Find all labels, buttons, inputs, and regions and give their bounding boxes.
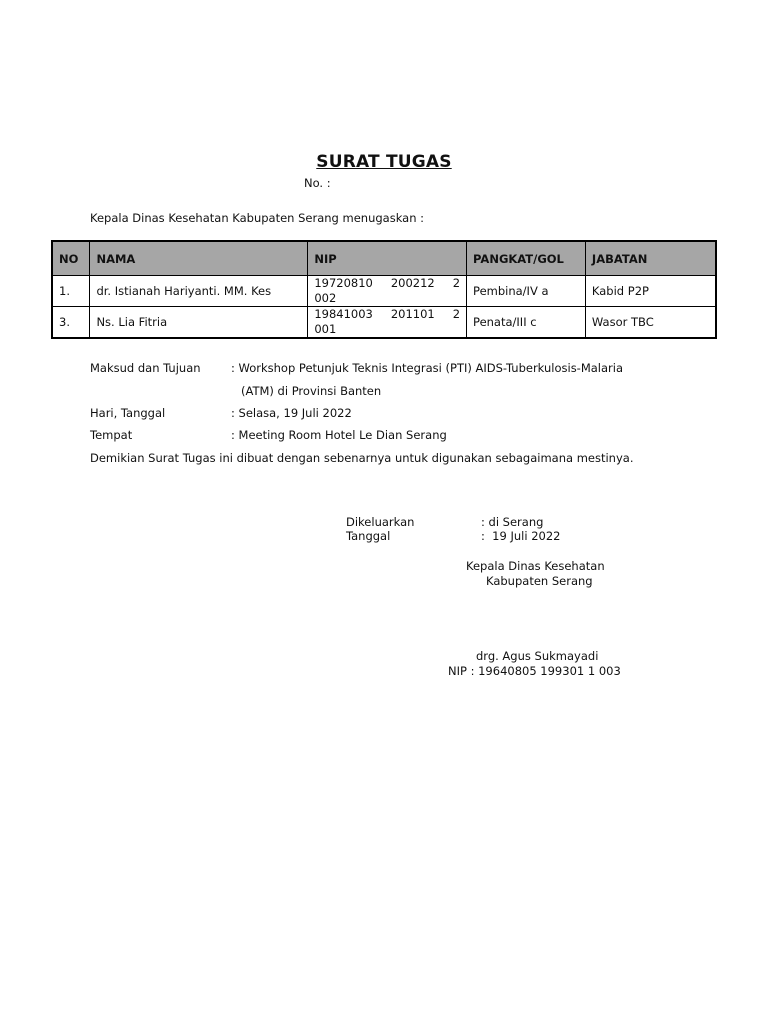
place-value: : Meeting Room Hotel Le Dian Serang <box>231 428 447 442</box>
nip-part: 200212 <box>390 276 435 290</box>
nip-part: 19841003 <box>314 307 373 321</box>
signatory-name: drg. Agus Sukmayadi <box>476 649 599 663</box>
cell-pangkat: Pembina/IV a <box>467 276 586 307</box>
column-header-nama: NAMA <box>90 241 308 276</box>
nip-tail: 001 <box>314 322 337 336</box>
table-row <box>52 276 716 307</box>
table-header-row <box>52 241 716 276</box>
column-header-pangkat: PANGKAT/GOL <box>467 241 586 276</box>
cell-jabatan: Wasor TBC <box>585 307 716 339</box>
cell-nama: dr. Istianah Hariyanti. MM. Kes <box>90 276 308 307</box>
column-header-nip: NIP <box>308 241 467 276</box>
cell-nip <box>308 307 467 339</box>
date-label: Hari, Tanggal <box>90 406 166 420</box>
purpose-label: Maksud dan Tujuan <box>90 361 201 375</box>
issued-date-value: : 19 Juli 2022 <box>481 529 561 543</box>
signatory-nip: NIP : 19640805 199301 1 003 <box>448 664 621 678</box>
assignment-table <box>51 240 717 339</box>
cell-no: 3. <box>52 307 90 339</box>
purpose-value-continued: (ATM) di Provinsi Banten <box>241 384 382 398</box>
nip-part: 19720810 <box>314 276 373 290</box>
signatory-office: Kepala Dinas Kesehatan <box>466 559 605 573</box>
nip-part: 2 <box>452 276 461 290</box>
table-row <box>52 307 716 339</box>
signatory-office-region: Kabupaten Serang <box>486 574 593 588</box>
letter-number-label: No. : <box>304 176 331 190</box>
date-value: : Selasa, 19 Juli 2022 <box>231 406 352 420</box>
issued-value: : di Serang <box>481 515 544 529</box>
issued-label: Dikeluarkan <box>346 515 415 529</box>
nip-part: 2 <box>452 307 461 321</box>
place-label: Tempat <box>90 428 133 442</box>
cell-pangkat: Penata/III c <box>467 307 586 339</box>
intro-text: Kepala Dinas Kesehatan Kabupaten Serang menugaskan : <box>90 211 425 225</box>
document-title: SURAT TUGAS <box>316 152 452 172</box>
cell-no: 1. <box>52 276 90 307</box>
cell-jabatan: Kabid P2P <box>585 276 716 307</box>
issued-date-label: Tanggal <box>346 529 391 543</box>
closing-statement: Demikian Surat Tugas ini dibuat dengan sebenarnya untuk digunakan sebagaimana mestinya. <box>90 451 634 465</box>
cell-nama: Ns. Lia Fitria <box>90 307 308 339</box>
cell-nip <box>308 276 467 307</box>
column-header-jabatan: JABATAN <box>585 241 716 276</box>
nip-part: 201101 <box>390 307 435 321</box>
nip-tail: 002 <box>314 291 337 305</box>
column-header-no: NO <box>52 241 90 276</box>
purpose-value: : Workshop Petunjuk Teknis Integrasi (PTI) AIDS-Tuberkulosis-Malaria <box>231 361 624 375</box>
